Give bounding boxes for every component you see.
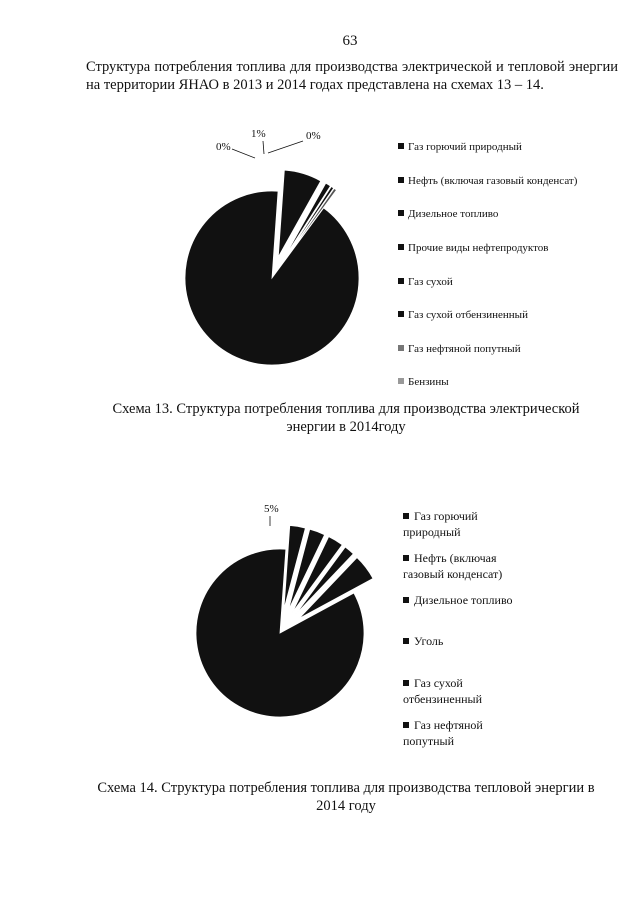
- legend-marker: [398, 177, 404, 183]
- legend-marker: [398, 143, 404, 149]
- data-label: 0%: [306, 130, 321, 142]
- data-label: 5%: [264, 503, 279, 515]
- legend-item: Дизельное топливо: [403, 592, 513, 608]
- pie-chart-14: [196, 526, 373, 717]
- legend-marker: [398, 244, 404, 250]
- legend-item: Газ нефтяной попутный: [403, 718, 483, 748]
- legend-marker: [398, 210, 404, 216]
- legend-item: Дизельное топливо: [398, 207, 498, 222]
- legend-item: Газ горючий природный: [398, 140, 522, 155]
- legend-item: Прочие виды нефтепродуктов: [398, 241, 548, 256]
- legend-item: Бензины: [398, 375, 449, 390]
- legend-marker: [398, 378, 404, 384]
- legend-item: Газ горючий природный: [403, 509, 478, 539]
- data-label: 1%: [251, 128, 266, 140]
- legend-marker: [403, 638, 409, 644]
- legend-item: Уголь: [403, 633, 513, 649]
- leader-line: [268, 141, 303, 153]
- data-label: 0%: [216, 141, 231, 153]
- leader-line: [232, 149, 255, 158]
- legend-marker: [403, 555, 409, 561]
- legend-item: Газ сухой отбензиненный: [403, 676, 483, 706]
- legend-item: Нефть (включая газовый конденсат): [398, 174, 577, 189]
- legend-marker: [403, 680, 409, 686]
- legend-item: Газ нефтяной попутный: [398, 342, 521, 357]
- pie-slice: [196, 549, 364, 717]
- legend-marker: [403, 513, 409, 519]
- caption-13: Схема 13. Структура потребления топлива для производства электрической энергии в 2014году: [112, 401, 580, 435]
- legend-item: Газ сухой отбензиненный: [398, 308, 528, 323]
- legend-item: Газ сухой: [398, 275, 453, 290]
- legend-marker: [403, 722, 409, 728]
- page-number: 63: [342, 33, 358, 49]
- legend-marker: [398, 311, 404, 317]
- pie-slice: [185, 191, 359, 365]
- legend-item: Нефть (включая газовый конденсат): [403, 551, 503, 581]
- caption-14: Схема 14. Структура потребления топлива для производства тепловой энергии в 2014 году: [97, 780, 595, 814]
- leader-line: [263, 141, 264, 154]
- legend-marker: [403, 597, 409, 603]
- legend-marker: [398, 345, 404, 351]
- pie-chart-13: [185, 170, 359, 365]
- legend-marker: [398, 278, 404, 284]
- intro-paragraph: Структура потребления топлива для производства электрической и тепловой энергии на территории ЯНАО в 2013 и 2014 годах представлена на схемах 13 – 14.: [86, 59, 618, 93]
